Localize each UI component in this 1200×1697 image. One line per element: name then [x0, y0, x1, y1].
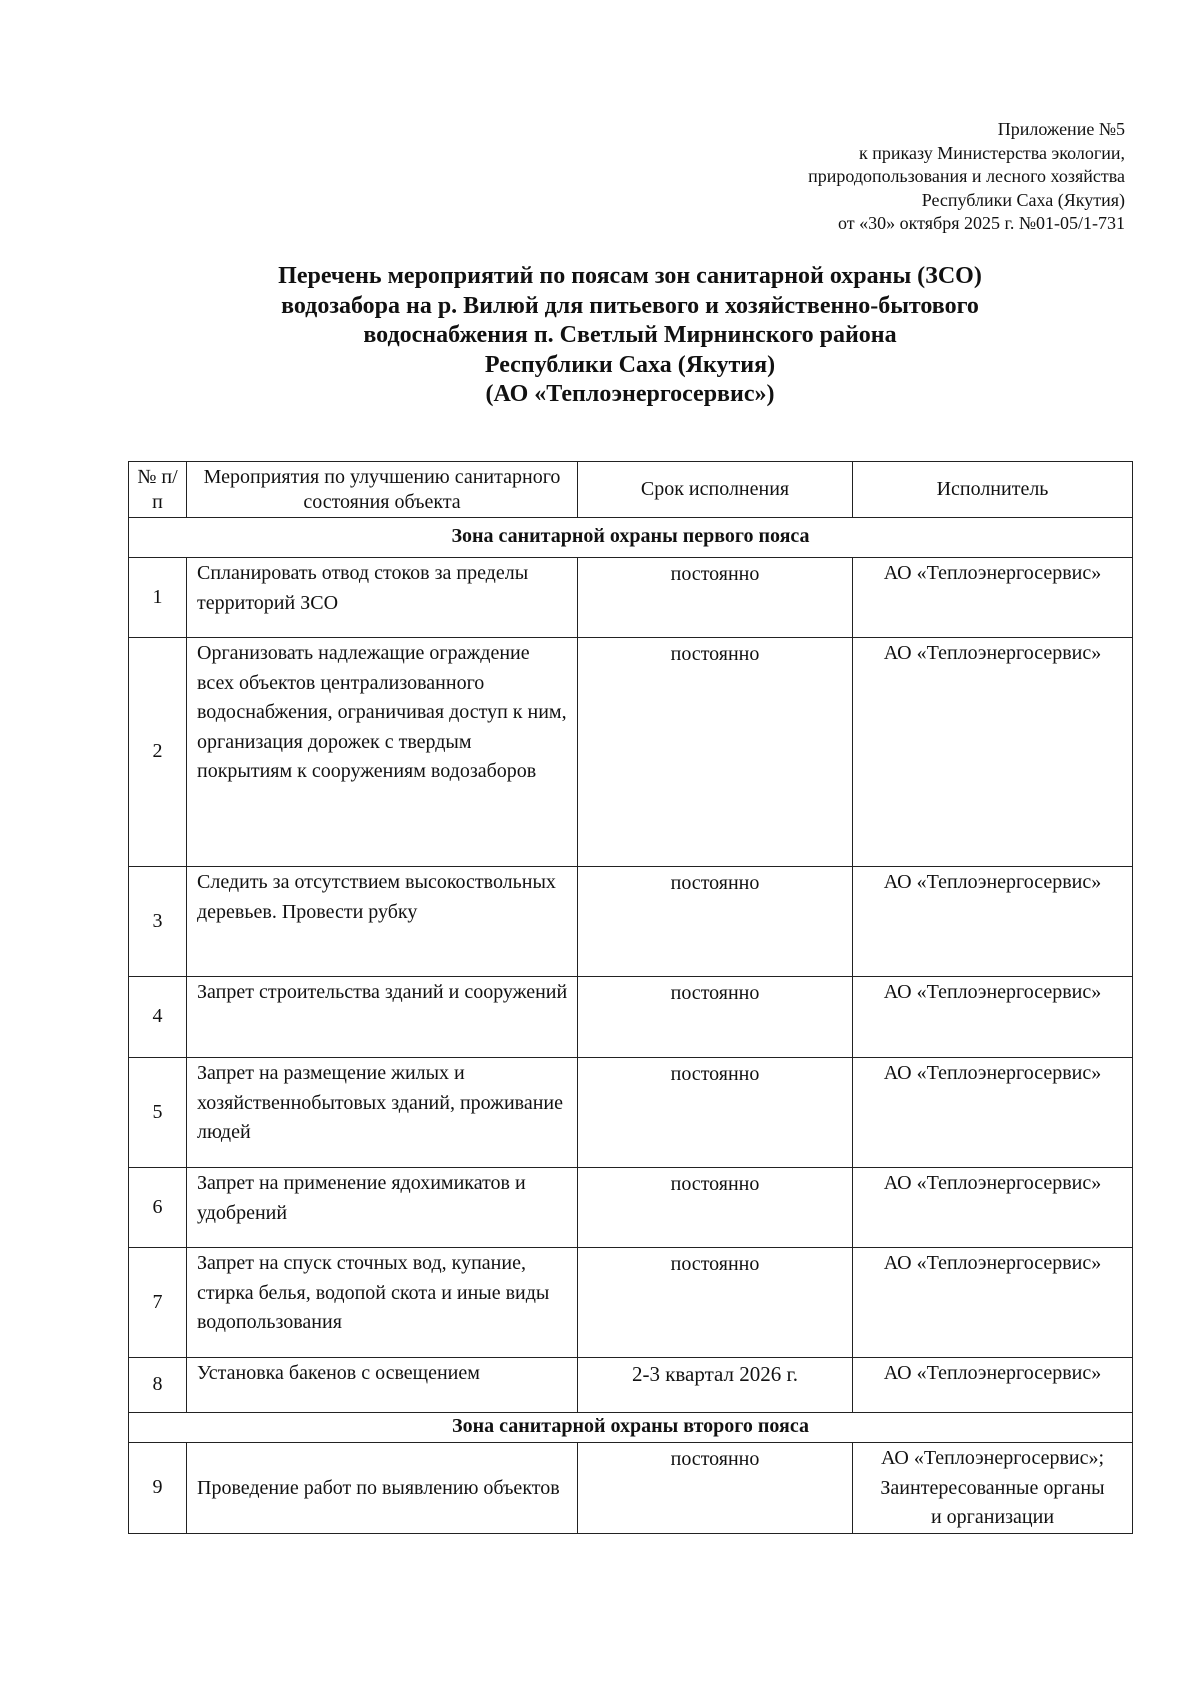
row-term: постоянно	[578, 638, 853, 867]
row-action: Запрет на применение ядохимикатов и удобрений	[187, 1168, 578, 1248]
appendix-line: к приказу Министерства экологии,	[858, 142, 1125, 163]
title-line: Перечень мероприятий по поясам зон санитарной охраны (ЗСО)	[278, 263, 982, 289]
table-row	[129, 558, 1133, 638]
table-row	[129, 1058, 1133, 1168]
row-num: 4	[129, 977, 187, 1058]
zone-row	[129, 518, 1133, 558]
row-term: постоянно	[578, 1443, 853, 1534]
row-executor: АО «Теплоэнергосервис»	[853, 1058, 1133, 1168]
appendix-line: Приложение №5	[997, 119, 1125, 139]
zone-title: Зона санитарной охраны первого пояса	[129, 518, 1133, 558]
table-row	[129, 1248, 1133, 1358]
row-executor: АО «Теплоэнергосервис»	[853, 1248, 1133, 1358]
row-executor: АО «Теплоэнергосервис»	[853, 867, 1133, 977]
zone-row	[129, 1413, 1133, 1443]
row-term: постоянно	[578, 1168, 853, 1248]
table-row	[129, 638, 1133, 867]
row-action: Запрет на размещение жилых и хозяйственнобытовых зданий, проживание людей	[187, 1058, 578, 1168]
table-row	[129, 1443, 1133, 1534]
document-title	[128, 262, 1132, 410]
row-num: 6	[129, 1168, 187, 1248]
row-term: постоянно	[578, 977, 853, 1058]
row-num: 2	[129, 638, 187, 867]
header-num: № п/п	[129, 462, 187, 518]
row-action: Установка бакенов с освещением	[187, 1358, 578, 1413]
row-action: Запрет на спуск сточных вод, купание, стирка белья, водопой скота и иные виды водопользования	[187, 1248, 578, 1358]
header-executor: Исполнитель	[853, 462, 1133, 518]
table-header-row	[129, 462, 1133, 518]
row-term: постоянно	[578, 1058, 853, 1168]
row-action: Следить за отсутствием высокоствольных деревьев. Провести рубку	[187, 867, 578, 977]
row-executor: АО «Теплоэнергосервис»	[853, 1358, 1133, 1413]
row-action: Проведение работ по выявлению объектов	[187, 1443, 578, 1534]
table-row	[129, 1358, 1133, 1413]
row-action: Запрет строительства зданий и сооружений	[187, 977, 578, 1058]
header-term: Срок исполнения	[578, 462, 853, 518]
table-row	[129, 977, 1133, 1058]
table-row	[129, 867, 1133, 977]
row-executor: АО «Теплоэнергосервис»	[853, 558, 1133, 638]
row-num: 8	[129, 1358, 187, 1413]
measures-table	[128, 461, 1133, 1534]
row-action: Спланировать отвод стоков за пределы территорий ЗСО	[187, 558, 578, 638]
row-executor: АО «Теплоэнергосервис»	[853, 1168, 1133, 1248]
row-num: 9	[129, 1443, 187, 1534]
row-num: 5	[129, 1058, 187, 1168]
zone-title: Зона санитарной охраны второго пояса	[129, 1413, 1133, 1443]
row-executor: АО «Теплоэнергосервис»	[853, 638, 1133, 867]
row-num: 3	[129, 867, 187, 977]
header-action: Мероприятия по улучшению санитарного состояния объекта	[187, 462, 578, 518]
row-num: 7	[129, 1248, 187, 1358]
row-num: 1	[129, 558, 187, 638]
appendix-line: природопользования и лесного хозяйства	[808, 166, 1125, 186]
title-line: (АО «Теплоэнергосервис»)	[485, 381, 775, 407]
title-line: водозабора на р. Вилюй для питьевого и хозяйственно-бытового	[281, 292, 979, 319]
title-line: водоснабжения п. Светлый Мирнинского района	[363, 322, 897, 348]
row-term: постоянно	[578, 1248, 853, 1358]
row-executor: АО «Теплоэнергосервис»; Заинтересованные органы и организации	[853, 1443, 1133, 1534]
row-term: 2-3 квартал 2026 г.	[578, 1358, 853, 1413]
title-line: Республики Саха (Якутия)	[484, 351, 776, 378]
row-executor: АО «Теплоэнергосервис»	[853, 977, 1133, 1058]
row-term: постоянно	[578, 558, 853, 638]
row-action: Организовать надлежащие ограждение всех объектов централизованного водоснабжения, ограничивая доступ к ним, организация дорожек с твердым покрытиям к сооружениям водозаборов	[187, 638, 578, 867]
table-row	[129, 1168, 1133, 1248]
appendix-block	[525, 118, 1125, 236]
appendix-line: Республики Саха (Якутия)	[921, 189, 1125, 210]
row-term: постоянно	[578, 867, 853, 977]
appendix-line: от «30» октября 2025 г. №01-05/1-731	[838, 213, 1125, 233]
